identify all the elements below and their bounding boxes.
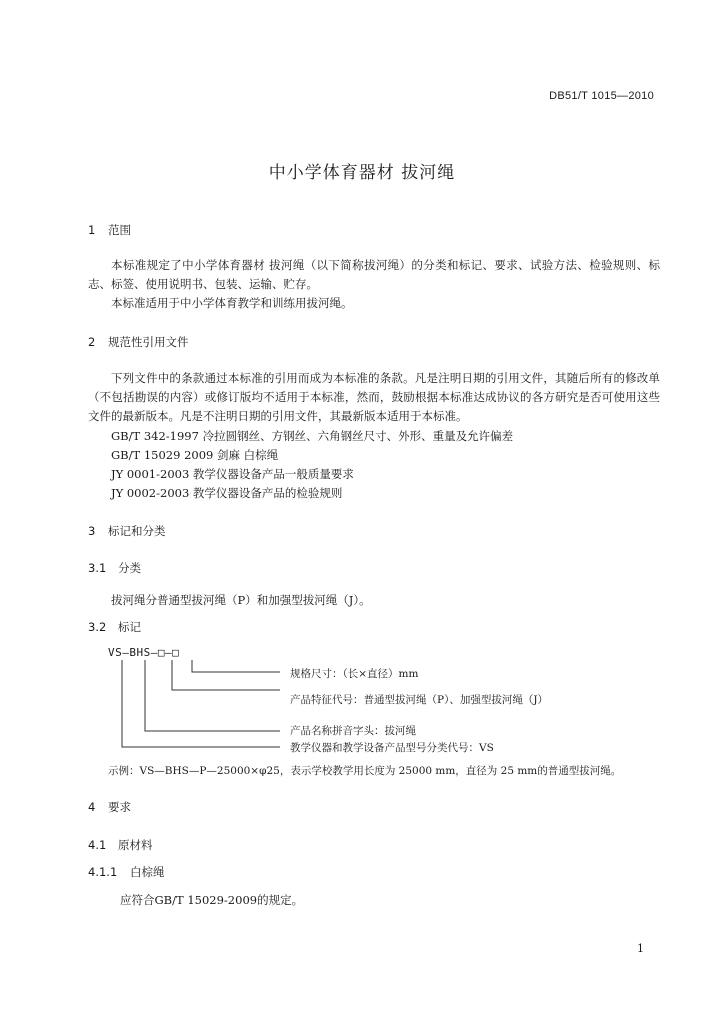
page-number: 1 [637, 942, 644, 955]
reference-item: GB/T 342-1997 冷拉圆钢丝、方钢丝、六角钢丝尺寸、外形、重量及允许偏差 [111, 429, 514, 443]
section-title: 标记和分类 [108, 524, 166, 538]
page-title: 中小学体育器材 拔河绳 [268, 163, 456, 183]
section-number: 4 [88, 800, 96, 814]
reference-item: JY 0001-2003 教学仪器设备产品一般质量要求 [111, 467, 354, 481]
marking-label: 教学仪器和教学设备产品型号分类代号：VS [290, 742, 494, 754]
marking-code: VS—BHS—□—□ [108, 646, 180, 659]
document-code: DB51/T 1015—2010 [549, 90, 654, 102]
example-label: 示例： [108, 765, 140, 777]
section-number: 2 [88, 335, 96, 349]
bracket-line-name [145, 660, 280, 731]
section-number: 3.2 [88, 620, 107, 634]
section-title: 白棕绳 [130, 865, 165, 879]
example-text: VS—BHS—P—25000×φ25，表示学校教学用长度为 25000 mm，直径为 25 mm的普通型拔河绳。 [139, 765, 622, 777]
marking-label: 产品名称拼音字头：拔河绳 [290, 725, 416, 737]
marking-label: 规格尺寸：（长×直径）mm [290, 668, 419, 680]
classification-text: 拔河绳分普通型拔河绳（P）和加强型拔河绳（J）。 [111, 593, 371, 607]
section-number: 3 [88, 524, 96, 538]
section-title: 规范性引用文件 [108, 335, 189, 349]
reference-item: JY 0002-2003 教学仪器设备产品的检验规则 [111, 486, 343, 500]
marking-label: 产品特征代号：普通型拔河绳（P）、加强型拔河绳（J） [290, 694, 549, 706]
section-title: 原材料 [118, 838, 153, 852]
section-number: 3.1 [88, 561, 107, 575]
example-line [108, 763, 621, 778]
subsection-4-1-heading [88, 837, 153, 853]
section-title: 范围 [108, 223, 131, 237]
section-number: 1 [88, 223, 96, 237]
paragraph: 本标准适用于中小学体育教学和训练用拔河绳。 [111, 296, 353, 310]
bracket-line-class [122, 660, 280, 747]
bracket-line-type [172, 660, 280, 690]
paragraph: 本标准规定了中小学体育器材 拔河绳（以下简称拔河绳）的分类和标记、要求、试验方法、检验规则、标志、标签、使用说明书、包装、运输、贮存。 [88, 258, 660, 291]
section-title: 要求 [108, 800, 131, 814]
section-title: 标记 [118, 620, 141, 634]
paragraph: 下列文件中的条款通过本标准的引用而成为本标准的条款。凡是注明日期的引用文件，其随后所有的修改单（不包括勘误的内容）或修订版均不适用于本标准，然而，鼓励根据本标准达成协议的各方研究是否可使用这些文件的最新版本。凡是不注明日期的引用文件，其最新版本适用于本标准。 [88, 371, 660, 423]
section-number: 4.1 [88, 838, 107, 852]
section-number: 4.1.1 [88, 865, 118, 879]
subsection-4-1-1-heading [88, 864, 165, 880]
section-4-heading [88, 799, 131, 815]
reference-item: GB/T 15029 2009 剑麻 白棕绳 [111, 448, 279, 462]
requirement-text: 应符合GB/T 15029-2009的规定。 [120, 893, 304, 907]
section-title: 分类 [118, 561, 141, 575]
bracket-line-spec [192, 660, 280, 672]
